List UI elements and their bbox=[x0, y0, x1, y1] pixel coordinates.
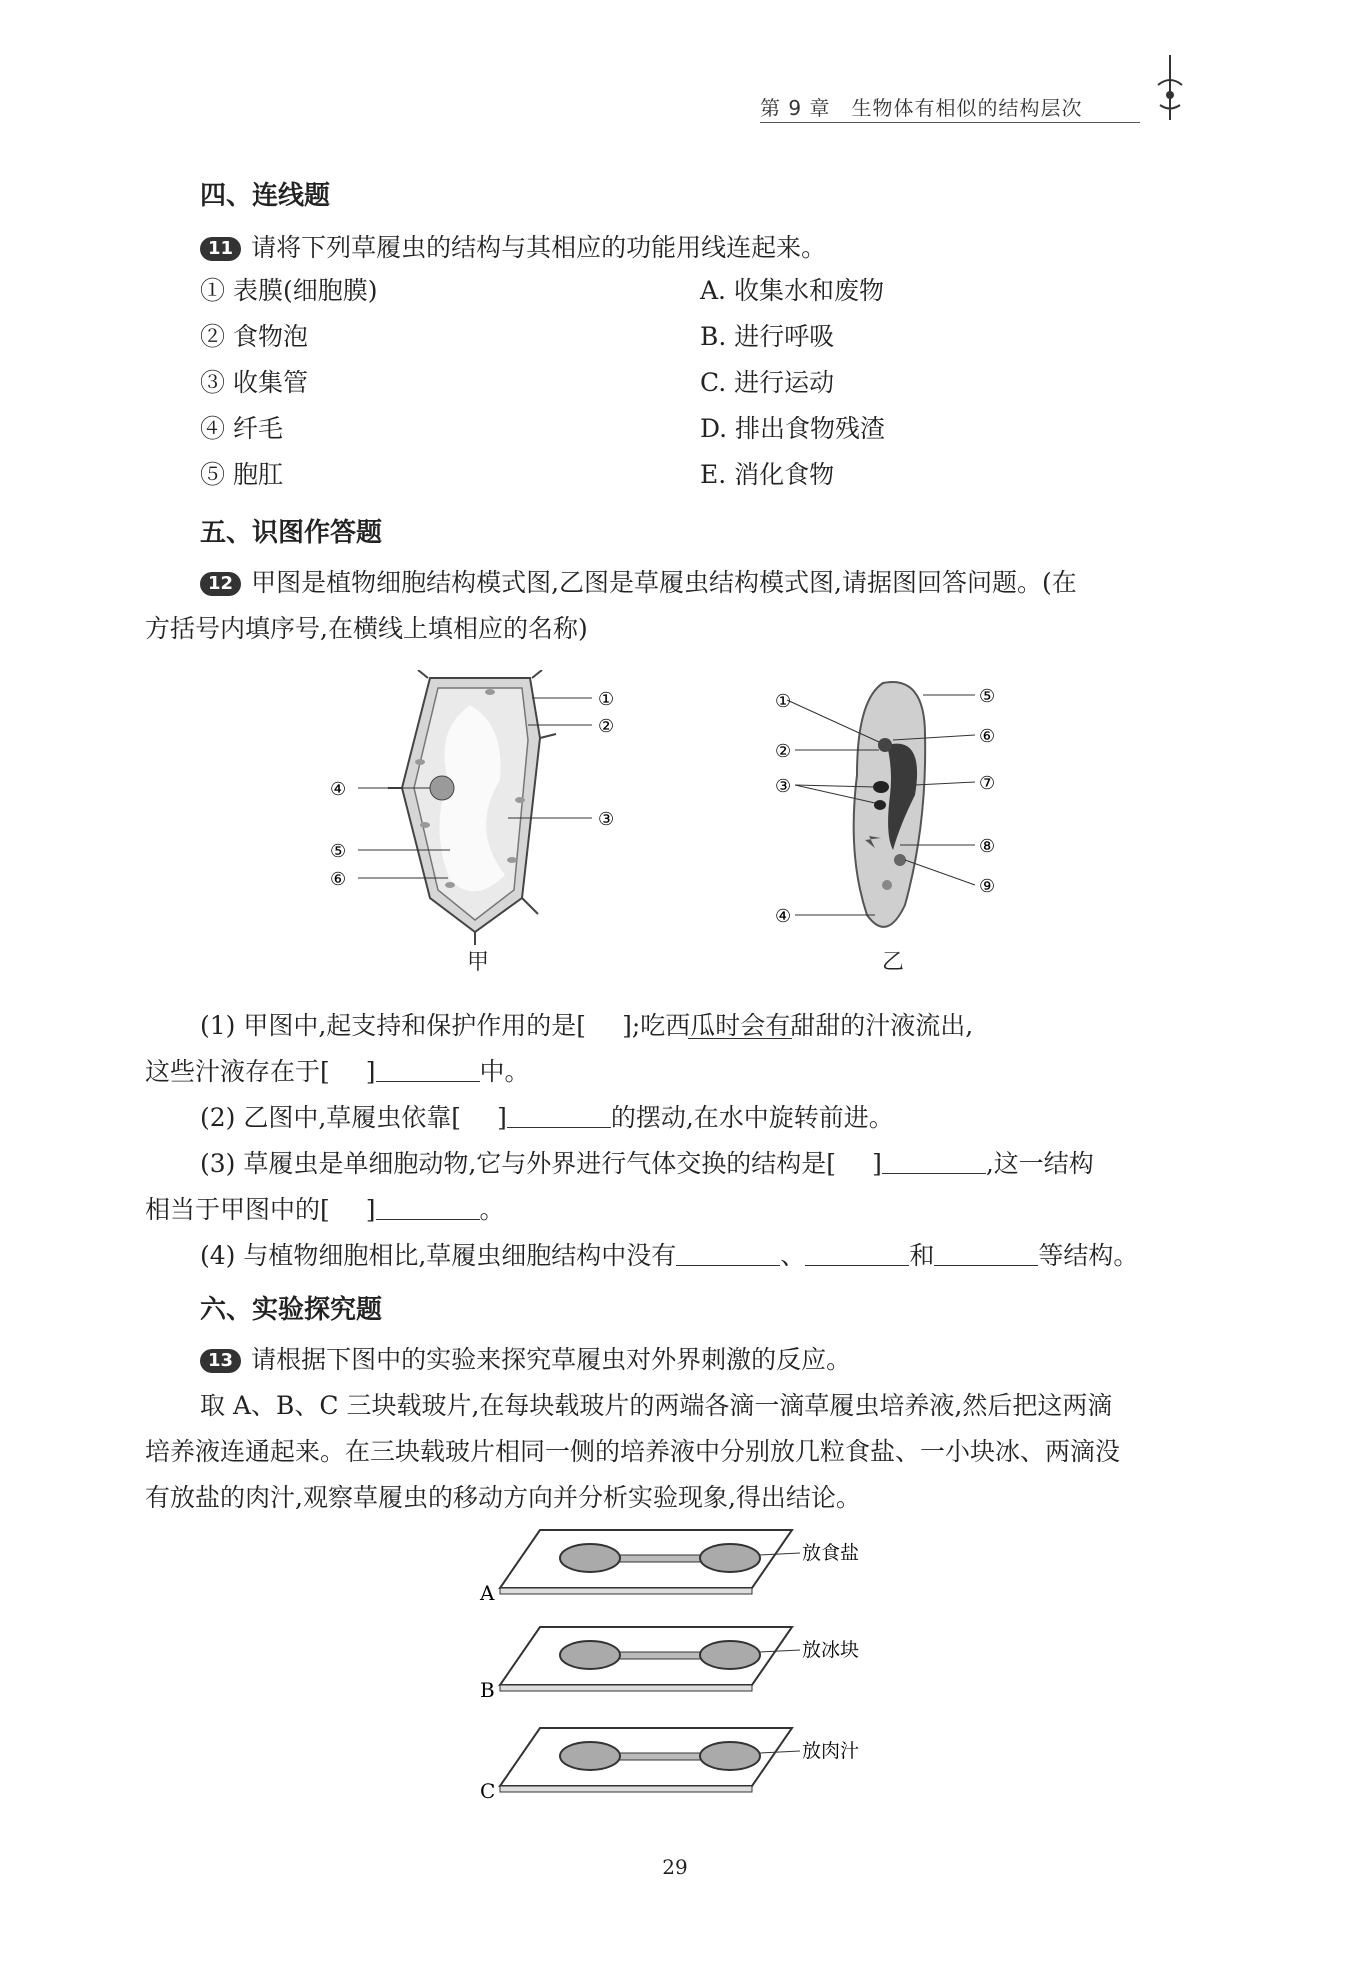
figure-label: ③ bbox=[598, 809, 615, 830]
paramecium-figure bbox=[775, 675, 1015, 945]
slide-letter: C bbox=[480, 1779, 496, 1803]
figure-label: ③ bbox=[775, 776, 792, 797]
answer-blank[interactable] bbox=[376, 1197, 480, 1220]
structure-item: ② 食物泡 bbox=[200, 322, 308, 351]
figure-label: ⑥ bbox=[979, 726, 996, 747]
sub-question-2: (2) 乙图中,草履虫依靠[ ] 的摆动,在水中旋转前进。 bbox=[200, 1103, 894, 1132]
slides-figure bbox=[470, 1525, 890, 1815]
figure-caption-yi: 乙 bbox=[882, 950, 905, 975]
answer-blank[interactable] bbox=[882, 1151, 986, 1174]
figure-label: ④ bbox=[775, 906, 792, 927]
figure-label: ⑨ bbox=[979, 876, 996, 897]
sub-question-1-cont: 这些汁液存在于[ ] 中。 bbox=[145, 1057, 530, 1086]
structure-item: ① 表膜(细胞膜) bbox=[200, 276, 378, 305]
slide-label: 放冰块 bbox=[802, 1639, 860, 1661]
function-item: C. 进行运动 bbox=[700, 368, 835, 397]
figure-label: ⑧ bbox=[979, 836, 996, 857]
structure-list bbox=[200, 268, 377, 498]
answer-blank[interactable] bbox=[376, 1059, 480, 1082]
structure-item: ⑤ 胞肛 bbox=[200, 460, 283, 489]
slide-label: 放肉汁 bbox=[802, 1740, 860, 1762]
section-title-5: 五、识图作答题 bbox=[200, 518, 383, 548]
page-number: 29 bbox=[662, 1855, 688, 1879]
figure-label: ① bbox=[598, 689, 615, 710]
sub-question-4: (4) 与植物细胞相比,草履虫细胞结构中没有 、 和 等结构。 bbox=[200, 1241, 1139, 1270]
header-ornament-icon bbox=[1140, 50, 1200, 130]
plant-cell-figure bbox=[330, 670, 650, 945]
slide-label: 放食盐 bbox=[802, 1542, 860, 1564]
function-item: D. 排出食物残渣 bbox=[700, 414, 886, 443]
question-11-prompt: 11 请将下列草履虫的结构与其相应的功能用线连起来。 bbox=[200, 225, 826, 271]
figure-label: ④ bbox=[330, 779, 347, 800]
figure-label: ⑦ bbox=[979, 773, 996, 794]
function-item: A. 收集水和废物 bbox=[700, 276, 884, 305]
sub-question-1: (1) 甲图中,起支持和保护作用的是[ ];吃西瓜时会有甜甜的汁液流出, bbox=[200, 1011, 974, 1040]
figure-label: ⑤ bbox=[979, 686, 996, 707]
slide-letter: A bbox=[480, 1581, 495, 1605]
sub-question-3-cont: 相当于甲图中的[ ] 。 bbox=[145, 1195, 505, 1224]
slide-letter: B bbox=[480, 1678, 495, 1702]
figure-caption-jia: 甲 bbox=[467, 950, 490, 975]
question-number-badge: 12 bbox=[200, 572, 241, 596]
answer-blank[interactable] bbox=[507, 1105, 611, 1128]
slide-a bbox=[479, 1530, 859, 1605]
function-list bbox=[700, 268, 885, 498]
question-number-badge: 13 bbox=[200, 1349, 241, 1373]
header-rule bbox=[760, 122, 1140, 123]
figure-label: ② bbox=[775, 741, 792, 762]
answer-blank[interactable] bbox=[676, 1243, 780, 1266]
experiment-paragraph-line: 有放盐的肉汁,观察草履虫的移动方向并分析实验现象,得出结论。 bbox=[145, 1483, 861, 1512]
experiment-paragraph-line: 取 A、B、C 三块载玻片,在每块载玻片的两端各滴一滴草履虫培养液,然后把这两滴 bbox=[200, 1391, 1113, 1420]
slide-b bbox=[480, 1627, 859, 1702]
section-title-4: 四、连线题 bbox=[200, 181, 331, 211]
function-item: E. 消化食物 bbox=[700, 460, 835, 489]
experiment-paragraph-line: 培养液连通起来。在三块载玻片相同一侧的培养液中分别放几粒食盐、一小块冰、两滴没 bbox=[145, 1437, 1121, 1466]
question-number-badge: 11 bbox=[200, 237, 241, 261]
answer-blank[interactable] bbox=[805, 1243, 909, 1266]
structure-item: ④ 纤毛 bbox=[200, 414, 283, 443]
sub-question-3: (3) 草履虫是单细胞动物,它与外界进行气体交换的结构是[ ] ,这一结构 bbox=[200, 1149, 1094, 1178]
section-title-6: 六、实验探究题 bbox=[200, 1295, 383, 1325]
chapter-header: 第 9 章 生物体有相似的结构层次 bbox=[760, 96, 1083, 120]
answer-blank[interactable] bbox=[688, 1038, 792, 1039]
figure-label: ② bbox=[598, 716, 615, 737]
figure-label: ① bbox=[775, 691, 792, 712]
answer-blank[interactable] bbox=[934, 1243, 1038, 1266]
question-12-prompt: 12 甲图是植物细胞结构模式图,乙图是草履虫结构模式图,请据图回答问题。(在 bbox=[200, 560, 1210, 606]
figure-label: ⑤ bbox=[330, 841, 347, 862]
question-13-prompt: 13 请根据下图中的实验来探究草履虫对外界刺激的反应。 bbox=[200, 1337, 851, 1383]
question-12-prompt-cont: 方括号内填序号,在横线上填相应的名称) bbox=[145, 614, 588, 643]
function-item: B. 进行呼吸 bbox=[700, 322, 835, 351]
figure-label: ⑥ bbox=[330, 869, 347, 890]
structure-item: ③ 收集管 bbox=[200, 368, 308, 397]
slide-c bbox=[480, 1728, 859, 1803]
